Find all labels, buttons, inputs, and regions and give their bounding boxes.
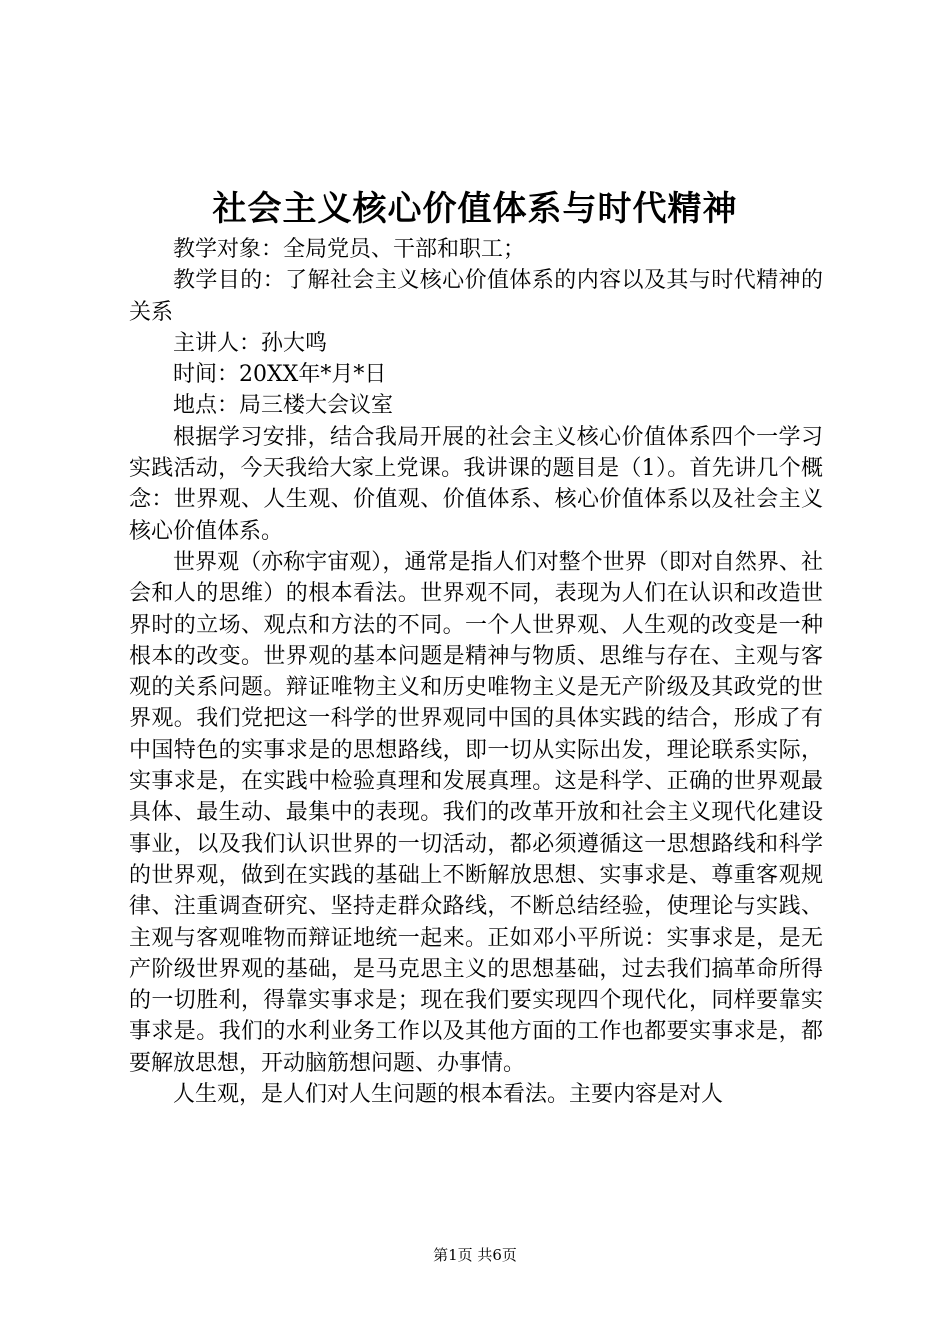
paragraph-audience: 教学对象：全局党员、干部和职工；: [173, 237, 526, 262]
page-footer: 第1页 共6页: [433, 1246, 517, 1264]
paragraph-time: 时间：20XX年*月*日: [173, 362, 387, 388]
paragraph-speaker: 主讲人：孙大鸣: [173, 330, 328, 356]
paragraph-worldview: 世界观（亦称宇宙观），通常是指人们对整个世界（即对自然界、社会和人的思维）的根本看法。世界观不同，表现为人们在认识和改造世界时的立场、观点和方法的不同。一个人世界观、人生观的改变是一种根本的改变。世界观的基本问题是精神与物质、思维与存在、主观与客观的关系问题。辩证唯物主义和历史唯物主义是无产阶级及其政党的世界观。我们党把这一科学的世界观同中国的具体实践的结合，形成了有中国特色的实事求是的思想路线，即一切从实际出发，理论联系实际，实事求是，在实践中检验真理和发展真理。这是科学、正确的世界观最具体、最生动、最集中的表现。我们的改革开放和社会主义现代化建设事业，以及我们认识世界的一切活动，都必须遵循这一思想路线和科学的世界观，做到在实践的基础上不断解放思想、实事求是、尊重客观规律、注重调查研究、坚持走群众路线，不断总结经验，使理论与实践、主观与客观唯物而辩证地统一起来。正如邓小平所说：实事求是，是无产阶级世界观的基础，是马克思主义的思想基础，过去我们搞革命所得的一切胜利，得靠实事求是；现在我们要实现四个现代化，同样要靠实事求是。我们的水利业务工作以及其他方面的工作也都要实事求是，都要解放思想，开动脑筋想问题、办事情。: [129, 549, 823, 1076]
document-body: [129, 234, 823, 1110]
paragraph-location: 地点：局三楼大会议室: [173, 393, 394, 419]
paragraph-purpose: 教学目的：了解社会主义核心价值体系的内容以及其与时代精神的关系: [129, 268, 823, 325]
paragraph-outlook-on-life: 人生观，是人们对人生问题的根本看法。主要内容是对人: [173, 1082, 724, 1108]
paragraph-introduction: 根据学习安排，结合我局开展的社会主义核心价值体系四个一学习实践活动，今天我给大家上党课。我讲课的题目是（1）。首先讲几个概念：世界观、人生观、价值观、价值体系、核心价值体系以及社会主义核心价值体系。: [129, 424, 823, 544]
document-title: 社会主义核心价值体系与时代精神: [212, 189, 738, 229]
